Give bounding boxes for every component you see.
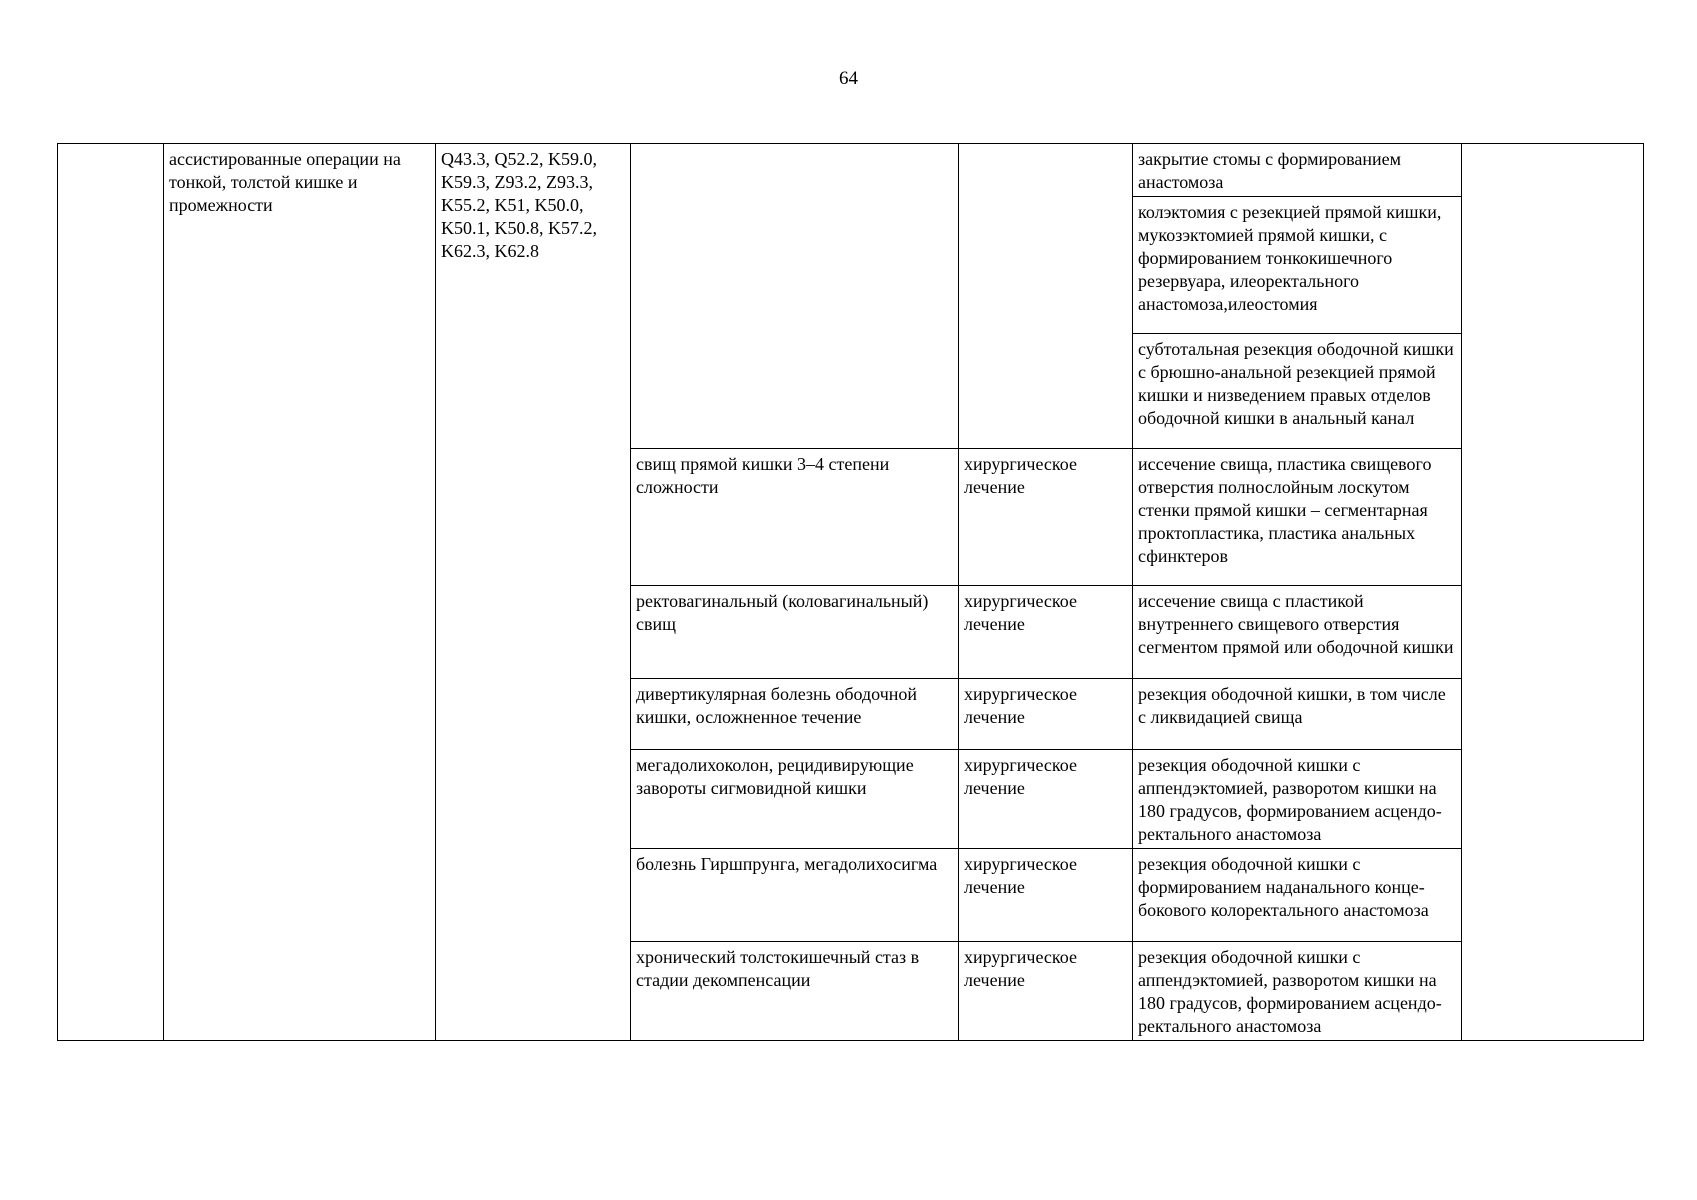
treatment-cell: хирургическое лечение: [959, 449, 1133, 586]
norm-cell: [1462, 144, 1644, 1041]
model-cell: хронический толстокишечный стаз в стадии декомпенсации: [631, 942, 959, 1041]
model-cell: болезнь Гиршпрунга, мегадолихосигма: [631, 849, 959, 942]
method-cell: субтотальная резекция ободочной кишки с брюшно-анальной резекцией прямой кишки и низведением правых отделов ободочной кишки в анальный канал: [1133, 334, 1462, 449]
method-cell: иссечение свища с пластикой внутреннего свищевого отверстия сегментом прямой или ободочной кишки: [1133, 586, 1462, 679]
method-cell: резекция ободочной кишки с аппендэктомией, разворотом кишки на 180 градусов, формированием асцендо-ректального анастомоза: [1133, 750, 1462, 849]
medical-care-table: [57, 143, 1644, 1041]
treatment-cell: хирургическое лечение: [959, 586, 1133, 679]
group-number-cell: [58, 144, 164, 1041]
model-cell: дивертикулярная болезнь ободочной кишки, осложненное течение: [631, 679, 959, 750]
treatment-cell: хирургическое лечение: [959, 942, 1133, 1041]
method-cell: иссечение свища, пластика свищевого отверстия полнослойным лоскутом стенки прямой кишки – сегментарная проктопластика, пластика анальных сфинктеров: [1133, 449, 1462, 586]
treatment-cell: хирургическое лечение: [959, 750, 1133, 849]
group-name-cell: ассистированные операции на тонкой, толстой кишке и промежности: [164, 144, 436, 1041]
treatment-cell: хирургическое лечение: [959, 679, 1133, 750]
page-number: 64: [839, 68, 858, 89]
model-cell: [631, 144, 959, 449]
treatment-cell: хирургическое лечение: [959, 849, 1133, 942]
method-cell: резекция ободочной кишки, в том числе с ликвидацией свища: [1133, 679, 1462, 750]
method-cell: колэктомия с резекцией прямой кишки, мукозэктомией прямой кишки, с формированием тонкокишечного резервуара, илеоректального анастомоза,илеостомия: [1133, 197, 1462, 334]
method-cell: закрытие стомы с формированием анастомоза: [1133, 144, 1462, 197]
model-cell: свищ прямой кишки 3–4 степени сложности: [631, 449, 959, 586]
model-cell: мегадолихоколон, рецидивирующие завороты сигмовидной кишки: [631, 750, 959, 849]
icd-codes-cell: Q43.3, Q52.2, K59.0, K59.3, Z93.2, Z93.3, K55.2, K51, K50.0, K50.1, K50.8, K57.2, K62.3, K62.8: [436, 144, 631, 1041]
treatment-cell: [959, 144, 1133, 449]
model-cell: ректовагинальный (коловагинальный) свищ: [631, 586, 959, 679]
method-cell: резекция ободочной кишки с формированием наданального конце-бокового колоректального анастомоза: [1133, 849, 1462, 942]
method-cell: резекция ободочной кишки с аппендэктомией, разворотом кишки на 180 градусов, формированием асцендо-ректального анастомоза: [1133, 942, 1462, 1041]
table-row: [58, 144, 1644, 197]
